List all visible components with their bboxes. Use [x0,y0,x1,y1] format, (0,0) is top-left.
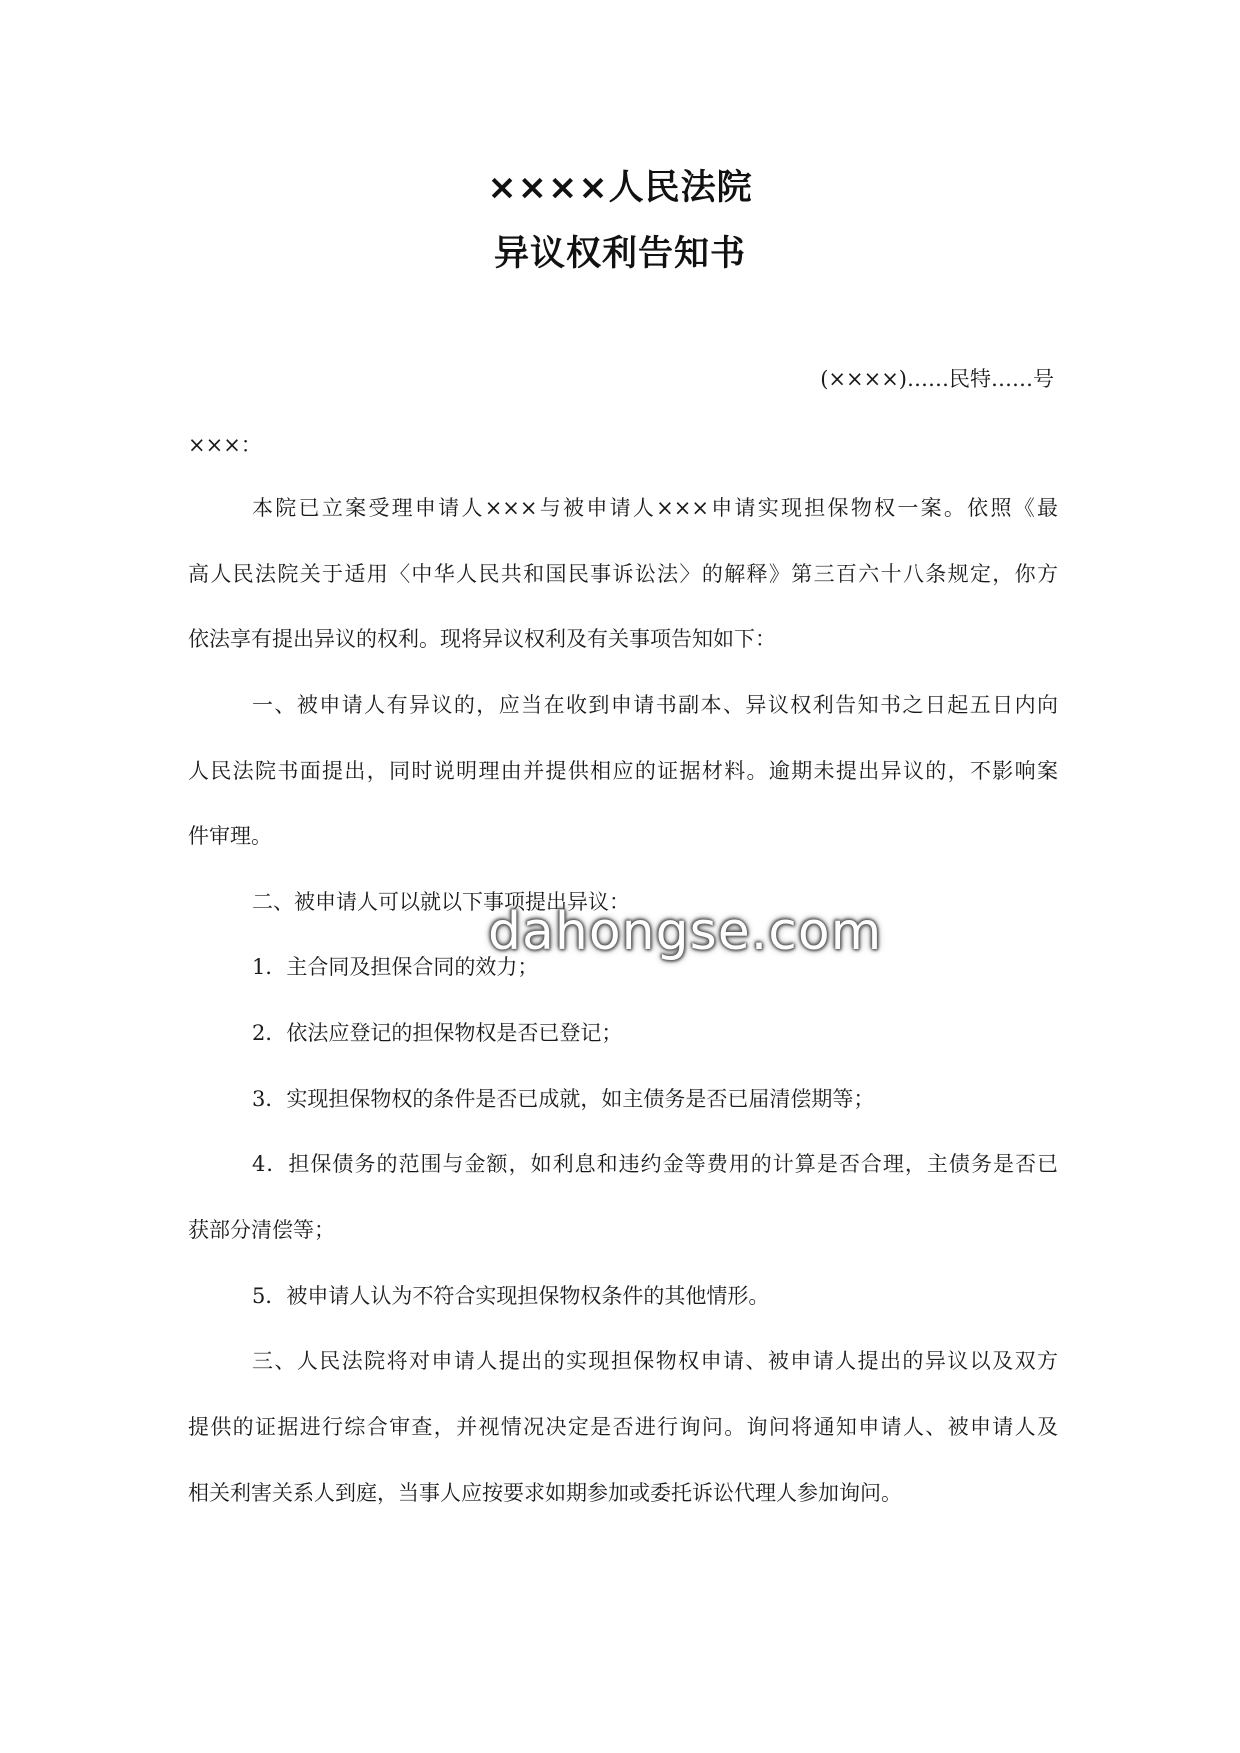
list-item: 2．依法应登记的担保物权是否已登记； [252,1021,623,1045]
list-item: 4．担保债务的范围与金额，如利息和违约金等费用的计算是否合理，主债务是否已 [252,1152,1058,1176]
paragraph-line: 依法享有提出异议的权利。现将异议权利及有关事项告知如下： [188,627,776,651]
list-item: 3．实现担保物权的条件是否已成就，如主债务是否已届清偿期等； [252,1087,875,1111]
list-item: 1．主合同及担保合同的效力； [252,955,539,979]
court-name-heading: ××××人民法院 [487,168,753,208]
watermark: dahongse.com [488,902,883,962]
paragraph-line: 相关利害关系人到庭，当事人应按要求如期参加或委托诉讼代理人参加询问。 [188,1481,902,1505]
paragraph-line: 本院已立案受理申请人×××与被申请人×××申请实现担保物权一案。依照《最 [252,496,1058,520]
list-item-continuation: 获部分清偿等； [188,1218,335,1242]
paragraph-line: 人民法院书面提出，同时说明理由并提供相应的证据材料。逾期未提出异议的，不影响案 [188,759,1058,783]
paragraph-line: 提供的证据进行综合审查，并视情况决定是否进行询问。询问将通知申请人、被申请人及 [188,1415,1058,1439]
paragraph-line: 高人民法院关于适用〈中华人民共和国民事诉讼法〉的解释》第三百六十八条规定，你方 [188,562,1058,586]
document-title: 异议权利告知书 [493,234,746,274]
case-number: (××××)……民特……号 [820,367,1054,391]
paragraph-line: 三、人民法院将对申请人提出的实现担保物权申请、被申请人提出的异议以及双方 [252,1349,1058,1373]
list-item: 5．被申请人认为不符合实现担保物权条件的其他情形。 [252,1284,770,1308]
paragraph-line: 二、被申请人可以就以下事项提出异议： [252,890,630,914]
paragraph-line: 一、被申请人有异议的，应当在收到申请书副本、异议权利告知书之日起五日内向 [252,693,1058,717]
addressee: ×××： [188,433,262,457]
paragraph-line: 件审理。 [188,824,272,848]
